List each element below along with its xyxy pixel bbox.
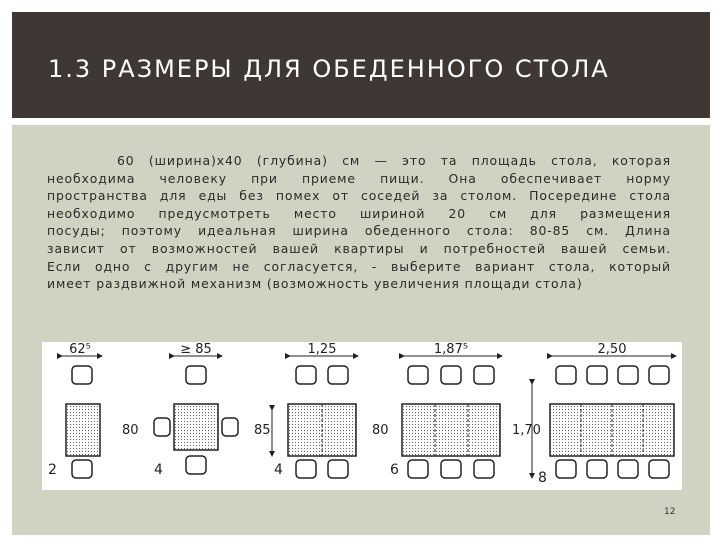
chair [556, 460, 576, 478]
body-paragraph [47, 152, 671, 293]
height-label: 80 [372, 423, 389, 438]
layout-4-seats-square [154, 342, 238, 478]
body-line: Если одно с другим не согласуется, - выберите вариант стола, который [47, 258, 671, 274]
body-line: необходимо предусмотреть место шириной 20 см для размещения [47, 205, 671, 221]
chair [186, 366, 206, 384]
chair [649, 460, 669, 478]
chair [649, 366, 669, 384]
width-label: ≥ 85 [180, 342, 212, 357]
seat-count: 6 [390, 462, 399, 478]
layout-8-seats [512, 342, 674, 486]
chair [222, 418, 238, 436]
body-line: необходима человеку при приеме пищи. Она обеспечивает норму [47, 170, 671, 186]
body-line: пространства для еды без помех от соседей за столом. Посередине стола [47, 188, 671, 204]
body-line: имеет раздвижной механизм (возможность увеличения площади стола) [47, 276, 583, 292]
body-line: 60 (ширина)х40 (глубина) см — это та площадь стола, которая [117, 153, 671, 168]
chair [72, 366, 92, 384]
chair [154, 418, 170, 436]
seat-count: 8 [538, 470, 547, 486]
table-size-diagram [42, 342, 682, 490]
page-number: 12 [664, 507, 676, 517]
seat-count: 2 [48, 462, 57, 478]
chair [328, 366, 348, 384]
width-label: 1,25 [307, 342, 337, 357]
seat-count: 4 [274, 462, 283, 478]
chair [474, 460, 494, 478]
table-layout-drawing [42, 342, 682, 490]
width-label: 2,50 [597, 342, 627, 357]
chair [474, 366, 494, 384]
chair [72, 460, 92, 478]
seat-count: 4 [154, 462, 163, 478]
height-label: 1,70 [512, 423, 541, 438]
chair [587, 460, 607, 478]
body-line: посуды; поэтому идеальная ширина обеденного стола: 80-85 см. Длина [47, 223, 671, 239]
chair [441, 366, 461, 384]
chair [296, 460, 316, 478]
height-label: 80 [122, 423, 139, 438]
layout-2-seats [48, 342, 139, 478]
table-top [174, 404, 218, 450]
chair [296, 366, 316, 384]
width-label: 1,87⁵ [433, 342, 469, 357]
layout-4-seats-long [254, 342, 389, 478]
table-top [66, 404, 100, 456]
chair [618, 366, 638, 384]
table-top [402, 404, 500, 456]
layout-6-seats [390, 342, 500, 478]
chair [408, 460, 428, 478]
chair [328, 460, 348, 478]
chair [186, 456, 206, 474]
chair [408, 366, 428, 384]
slide-title: 1.3 РАЗМЕРЫ ДЛЯ ОБЕДЕННОГО СТОЛА [48, 55, 610, 83]
width-label: 62⁵ [69, 342, 91, 357]
height-label: 85 [254, 423, 271, 438]
body-line: зависит от возможностей вашей квартиры и потребностей вашей семьи. [47, 240, 671, 256]
chair [618, 460, 638, 478]
chair [441, 460, 461, 478]
chair [587, 366, 607, 384]
chair [556, 366, 576, 384]
